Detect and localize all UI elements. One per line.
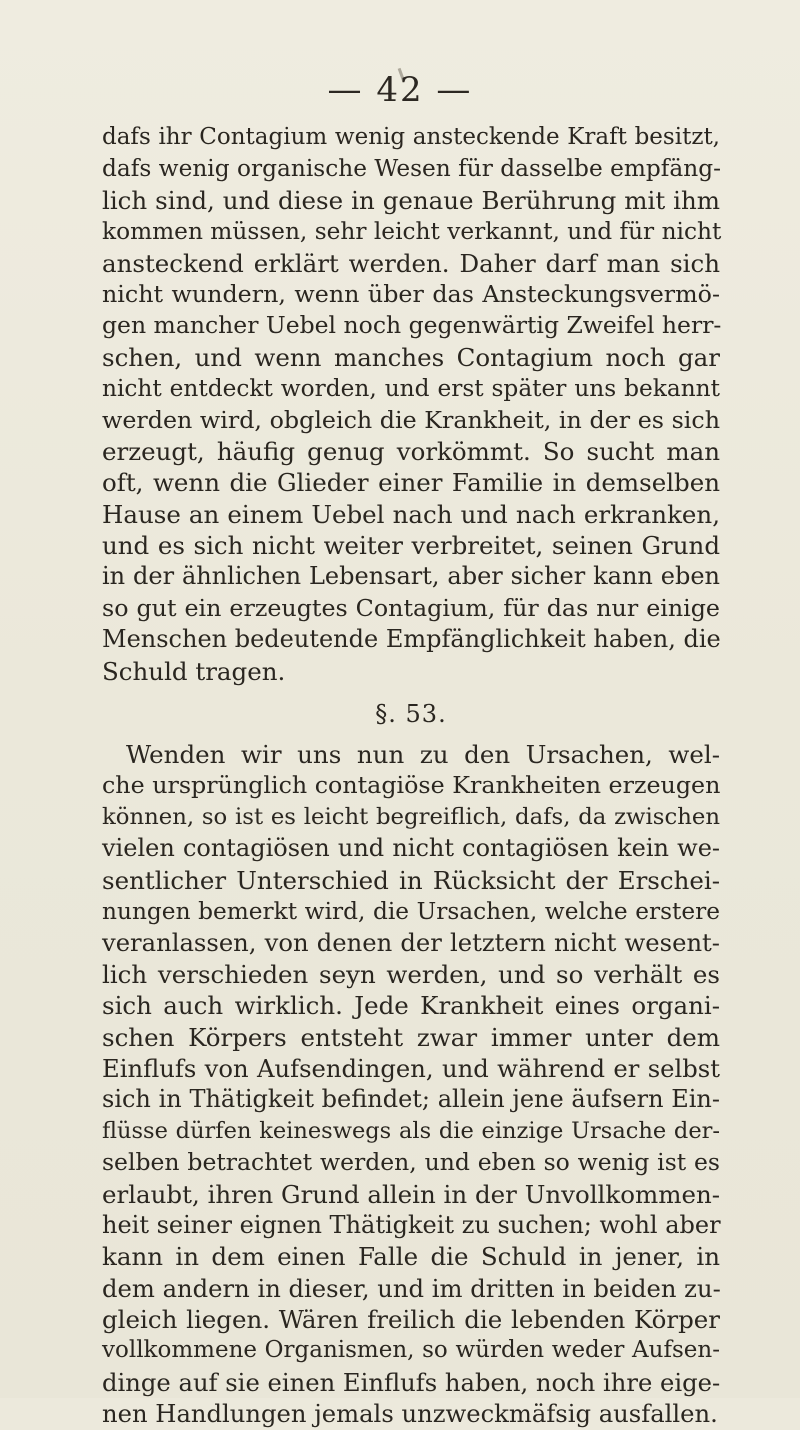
- text-line: sich in Thätigkeit befindet; allein jene äufsern Ein-: [102, 1085, 720, 1114]
- text-line: vollkommene Organismen, so würden weder Aufsen-: [102, 1337, 720, 1364]
- text-line: nen Handlungen jemals unzweckmäfsig ausfallen.: [102, 1399, 718, 1429]
- text-line: selben betrachtet werden, und eben so wenig ist es: [102, 1148, 720, 1177]
- text-line: kommen müssen, sehr leicht verkannt, und für nicht: [102, 218, 722, 246]
- text-line: lich verschieden seyn werden, und so verhält es: [102, 959, 720, 989]
- text-line: in der ähnlichen Lebensart, aber sicher kann eben: [102, 562, 720, 591]
- text-line: Hause an einem Uebel nach und nach erkranken,: [102, 499, 720, 529]
- text-line: dafs wenig organische Wesen für dasselbe empfäng-: [102, 155, 721, 183]
- text-line: che ursprünglich contagiöse Krankheiten erzeugen: [102, 771, 721, 800]
- page-number: — 42 —: [327, 70, 473, 110]
- text-line: Einflufs von Aufsendingen, und während er selbst: [102, 1053, 720, 1083]
- text-line: Menschen bedeutende Empfänglichkeit haben, die: [102, 625, 721, 654]
- text-line: heit seiner eignen Thätigkeit zu suchen; wohl aber: [102, 1210, 721, 1239]
- text-line: dinge auf sie einen Einflufs haben, noch ihre eige-: [102, 1367, 721, 1397]
- text-line: so gut ein erzeugtes Contagium, für das nur einige: [102, 593, 720, 622]
- text-line: schen Körpers entsteht zwar immer unter dem: [102, 1022, 720, 1052]
- text-line: ansteckend erklärt werden. Daher darf man sich: [102, 248, 720, 278]
- text-line: sich auch wirklich. Jede Krankheit eines organi-: [102, 991, 720, 1021]
- text-line: dem andern in dieser, und im dritten in beiden zu-: [102, 1273, 721, 1303]
- text-line: und es sich nicht weiter verbreitet, seinen Grund: [102, 531, 720, 561]
- text-line: flüsse dürfen keineswegs als die einzige Ursache der-: [102, 1117, 720, 1144]
- text-line: erlaubt, ihren Grund allein in der Unvollkommen-: [102, 1179, 720, 1209]
- text-line: nicht wundern, wenn über das Ansteckungsvermö-: [102, 279, 720, 308]
- text-line: oft, wenn die Glieder einer Familie in demselben: [102, 468, 720, 498]
- text-line: kann in dem einen Falle die Schuld in jener, in: [102, 1242, 720, 1272]
- text-line: veranlassen, von denen der letztern nicht wesent-: [102, 928, 720, 958]
- body-text: [102, 122, 720, 1430]
- text-line: nicht entdeckt worden, und erst später uns bekannt: [102, 375, 720, 403]
- paragraph-1: [102, 122, 720, 687]
- text-line: erzeugt, häufig genug vorkömmt. So sucht man: [102, 436, 720, 466]
- text-line: vielen contagiösen und nicht contagiösen kein we-: [102, 834, 720, 863]
- text-line: gen mancher Uebel noch gegenwärtig Zweifel herr-: [102, 311, 722, 340]
- text-line: schen, und wenn manches Contagium noch gar: [102, 342, 720, 372]
- text-line: nungen bemerkt wird, die Ursachen, welche erstere: [102, 897, 720, 925]
- section-heading: §. 53.: [375, 700, 447, 729]
- text-line: Schuld tragen.: [102, 656, 286, 686]
- text-line: werden wird, obgleich die Krankheit, in der es sich: [102, 405, 720, 434]
- text-line: können, so ist es leicht begreiflich, dafs, da zwischen: [102, 803, 720, 830]
- text-line: lich sind, und diese in genaue Berührung mit ihm: [102, 185, 720, 215]
- text-line: gleich liegen. Wären freilich die lebenden Körper: [102, 1305, 720, 1335]
- paragraph-2: [102, 739, 720, 1430]
- text-line: sentlicher Unterschied in Rücksicht der Erschei-: [102, 865, 720, 895]
- text-line: dafs ihr Contagium wenig ansteckende Kraft besitzt,: [102, 124, 720, 150]
- text-line: Wenden wir uns nun zu den Ursachen, wel-: [126, 740, 720, 770]
